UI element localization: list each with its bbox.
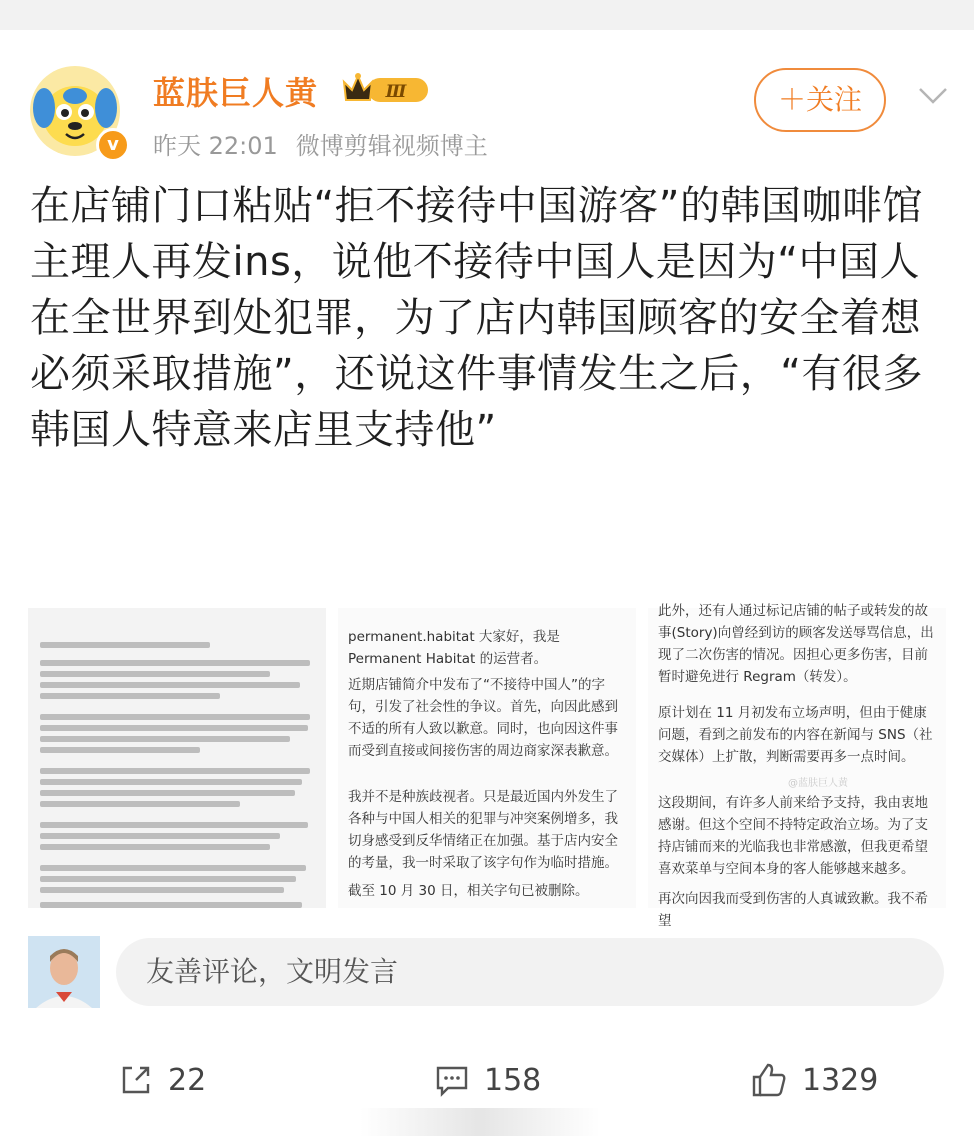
top-strip xyxy=(0,0,974,30)
image3-paragraph-4: 再次向因我而受到伤害的人真诚致歉。我不希望 xyxy=(658,891,928,929)
image-watermark: @蓝肤巨人黄 xyxy=(788,778,848,789)
comment-button[interactable] xyxy=(434,1048,541,1112)
author-avatar[interactable] xyxy=(30,66,126,162)
image3-paragraph-2: 原计划在 11 月初发布立场声明，但由于健康问题，看到之前发布的内容在新闻与 SNS（社交媒体）上扩散，判断需要再多一点时间。 xyxy=(658,705,933,765)
follow-button[interactable]: ＋关注 xyxy=(754,68,886,132)
post-image-chinese-translation-2[interactable] xyxy=(648,603,946,929)
post-meta xyxy=(153,126,488,161)
image3-paragraph-3: 这段期间，有许多人前来给予支持，我由衷地感谢。但这个空间不持特定政治立场。为了支持店铺而来的光临我也非常感激，但我更希望喜欢菜单与空间本身的客人能够越来越多。 xyxy=(658,795,928,877)
vip-level: Ⅲ xyxy=(385,82,407,102)
post-image-korean-notice[interactable] xyxy=(28,608,326,908)
like-button[interactable] xyxy=(750,1048,878,1112)
comment-icon xyxy=(434,1062,470,1098)
image2-paragraph-4: 截至 10 月 30 日，相关字句已被删除。 xyxy=(348,883,589,899)
current-user-avatar xyxy=(28,936,100,1008)
image2-paragraph-3: 我并不是种族歧视者。只是最近国内外发生了各种与中国人相关的犯罪与冲突案例增多，我切身感受到反华情绪正在加强。基于店内安全的考量，我一时采取了该字句作为临时措施。 xyxy=(348,789,618,871)
action-bar xyxy=(0,1048,974,1112)
post-images xyxy=(28,603,946,929)
share-icon xyxy=(118,1062,154,1098)
vip-crown-icon xyxy=(340,72,432,106)
comment-bar xyxy=(0,930,974,1010)
author-role: 微博剪辑视频博主 xyxy=(295,132,488,160)
image3-paragraph-1: 此外，还有人通过标记店铺的帖子或转发的故事(Story)向曾经到访的顾客发送辱骂信息，出现了二次伤害的情况。因担心更多伤害，目前暂时避免进行 Regram（转发）。 xyxy=(658,603,934,685)
post-text: 在店铺门口粘贴“拒不接待中国游客”的韩国咖啡馆主理人再发ins，说他不接待中国人是因为“中国人在全世界到处犯罪，为了店内韩国顾客的安全着想必须采取措施”，还说这件事情发生之后，“有很多韩国人特意来店里支持他” xyxy=(30,183,923,453)
repost-count: 22 xyxy=(168,1062,207,1098)
image2-paragraph-1: permanent.habitat 大家好，我是 Permanent Habitat 的运营者。 xyxy=(348,629,560,667)
like-count: 1329 xyxy=(802,1062,879,1098)
post-time: 昨天 22:01 xyxy=(153,132,278,160)
comment-count: 158 xyxy=(484,1062,542,1098)
bottom-fade xyxy=(360,1108,600,1136)
verified-badge: v xyxy=(96,128,130,162)
like-icon xyxy=(750,1061,788,1099)
chevron-down-icon[interactable] xyxy=(916,78,950,112)
post-header xyxy=(0,30,974,170)
repost-button[interactable] xyxy=(118,1048,206,1112)
post-image-chinese-translation-1[interactable] xyxy=(338,608,636,908)
comment-input[interactable]: 友善评论，文明发言 xyxy=(116,938,944,1006)
author-name[interactable]: 蓝肤巨人黄 xyxy=(153,74,319,112)
image2-paragraph-2: 近期店铺简介中发布了“不接待中国人”的字句，引发了社会性的争议。首先，向因此感到不适的所有人致以歉意。同时，也向因这件事而受到直接或间接伤害的周边商家深表歉意。 xyxy=(348,677,618,759)
